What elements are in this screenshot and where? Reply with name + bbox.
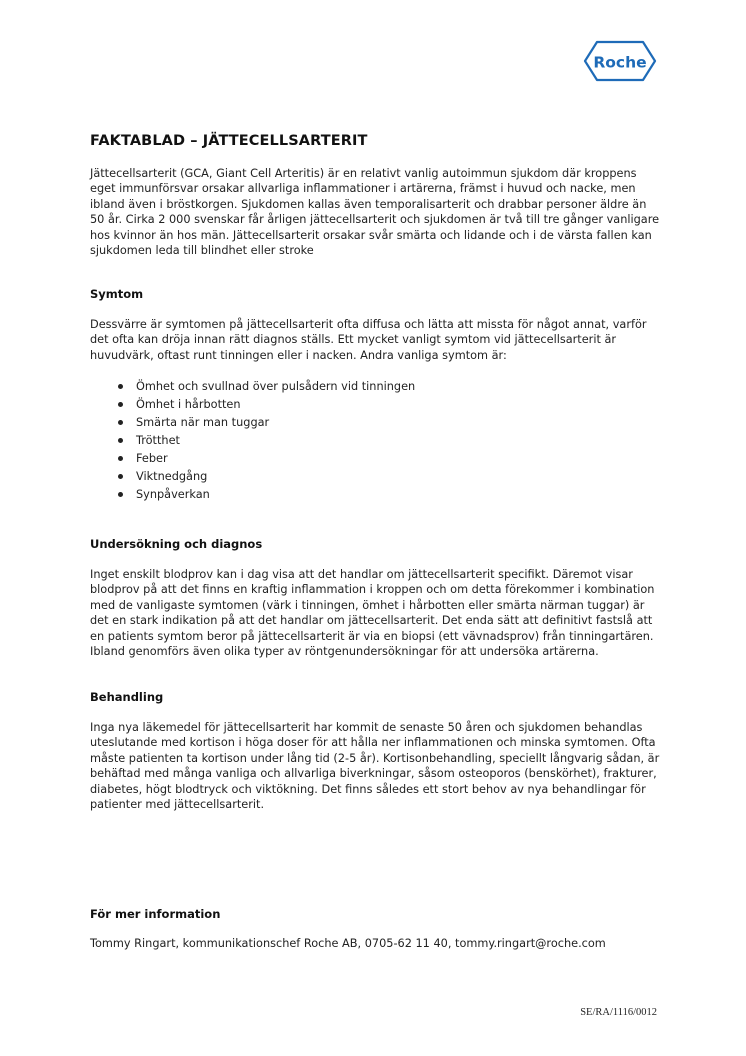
roche-logo bbox=[583, 40, 657, 82]
symptom-list bbox=[90, 379, 415, 505]
treatment-heading: Behandling bbox=[90, 690, 164, 704]
page-title: FAKTABLAD – JÄTTECELLSARTERIT bbox=[90, 133, 368, 149]
list-item: Smärta när man tuggar bbox=[90, 415, 415, 433]
diagnosis-heading: Undersökning och diagnos bbox=[90, 537, 263, 551]
diagnosis-paragraph: Inget enskilt blodprov kan i dag visa att det handlar om jättecellsarterit specifikt. Däremot visar blodprov på att det finns en kraftig inflammation i kroppen och om detta förekommer i kombination med de vanligaste symtomen (värk i tinningen, ömhet i hårbotten eller smärta närman tuggar) är det en stark indikation på att det handlar om jättecellsarterit. Det enda sätt att definitivt fastslå att en patients symtom beror på jättecellsarterit är via en biopsi (ett vävnadsprov) från tinningartären. Ibland genomförs även olika typer av röntgenundersökningar för att undersöka artärerna. bbox=[90, 568, 655, 659]
list-item: Ömhet och svullnad över pulsådern vid tinningen bbox=[90, 379, 415, 397]
document-reference: SE/RA/1116/0012 bbox=[580, 1007, 657, 1018]
symptoms-heading: Symtom bbox=[90, 287, 144, 301]
more-info-heading: För mer information bbox=[90, 907, 221, 921]
list-item: Trötthet bbox=[90, 433, 415, 451]
contact-info: Tommy Ringart, kommunikationschef Roche AB, 0705-62 11 40, tommy.ringart@roche.com bbox=[90, 937, 606, 950]
list-item: Synpåverkan bbox=[90, 487, 415, 505]
list-item: Ömhet i hårbotten bbox=[90, 397, 415, 415]
list-item: Viktnedgång bbox=[90, 469, 415, 487]
logo-text: Roche bbox=[593, 53, 647, 72]
intro-paragraph: Jättecellsarterit (GCA, Giant Cell Arteritis) är en relativt vanlig autoimmun sjukdom där kroppens eget immunförsvar orsakar allvarliga inflammationer i artärerna, främst i huvud och nacke, men ibland även i bröstkorgen. Sjukdomen kallas även temporalisarterit och drabbar personer äldre än 50 år. Cirka 2 000 svenskar får årligen jättecellsarterit och sjukdomen är två till tre gånger vanligare hos kvinnor än hos män. Jättecellsarterit orsakar svår smärta och lidande och i de värsta fallen kan sjukdomen leda till blindhet eller stroke bbox=[90, 167, 660, 258]
treatment-paragraph: Inga nya läkemedel för jättecellsarterit har kommit de senaste 50 åren och sjukdomen behandlas uteslutande med kortison i höga doser för att hålla ner inflammationen och minska symtomen. Ofta måste patienten ta kortison under lång tid (2-5 år). Kortisonbehandling, speciellt långvarig sådan, är behäftad med många vanliga och allvarliga biverkningar, såsom osteoporos (benskörhet), frakturer, diabetes, högt blodtryck och viktökning. Det finns således ett stort behov av nya behandlingar för patienter med jättecellsarterit. bbox=[90, 721, 660, 812]
list-item: Feber bbox=[90, 451, 415, 469]
symptoms-paragraph: Dessvärre är symtomen på jättecellsarterit ofta diffusa och lätta att missta för något annat, varför det ofta kan dröja innan rätt diagnos ställs. Ett mycket vanligt symtom vid jättecellsarterit är huvudvärk, oftast runt tinningen eller i nacken. Andra vanliga symtom är: bbox=[90, 318, 647, 362]
